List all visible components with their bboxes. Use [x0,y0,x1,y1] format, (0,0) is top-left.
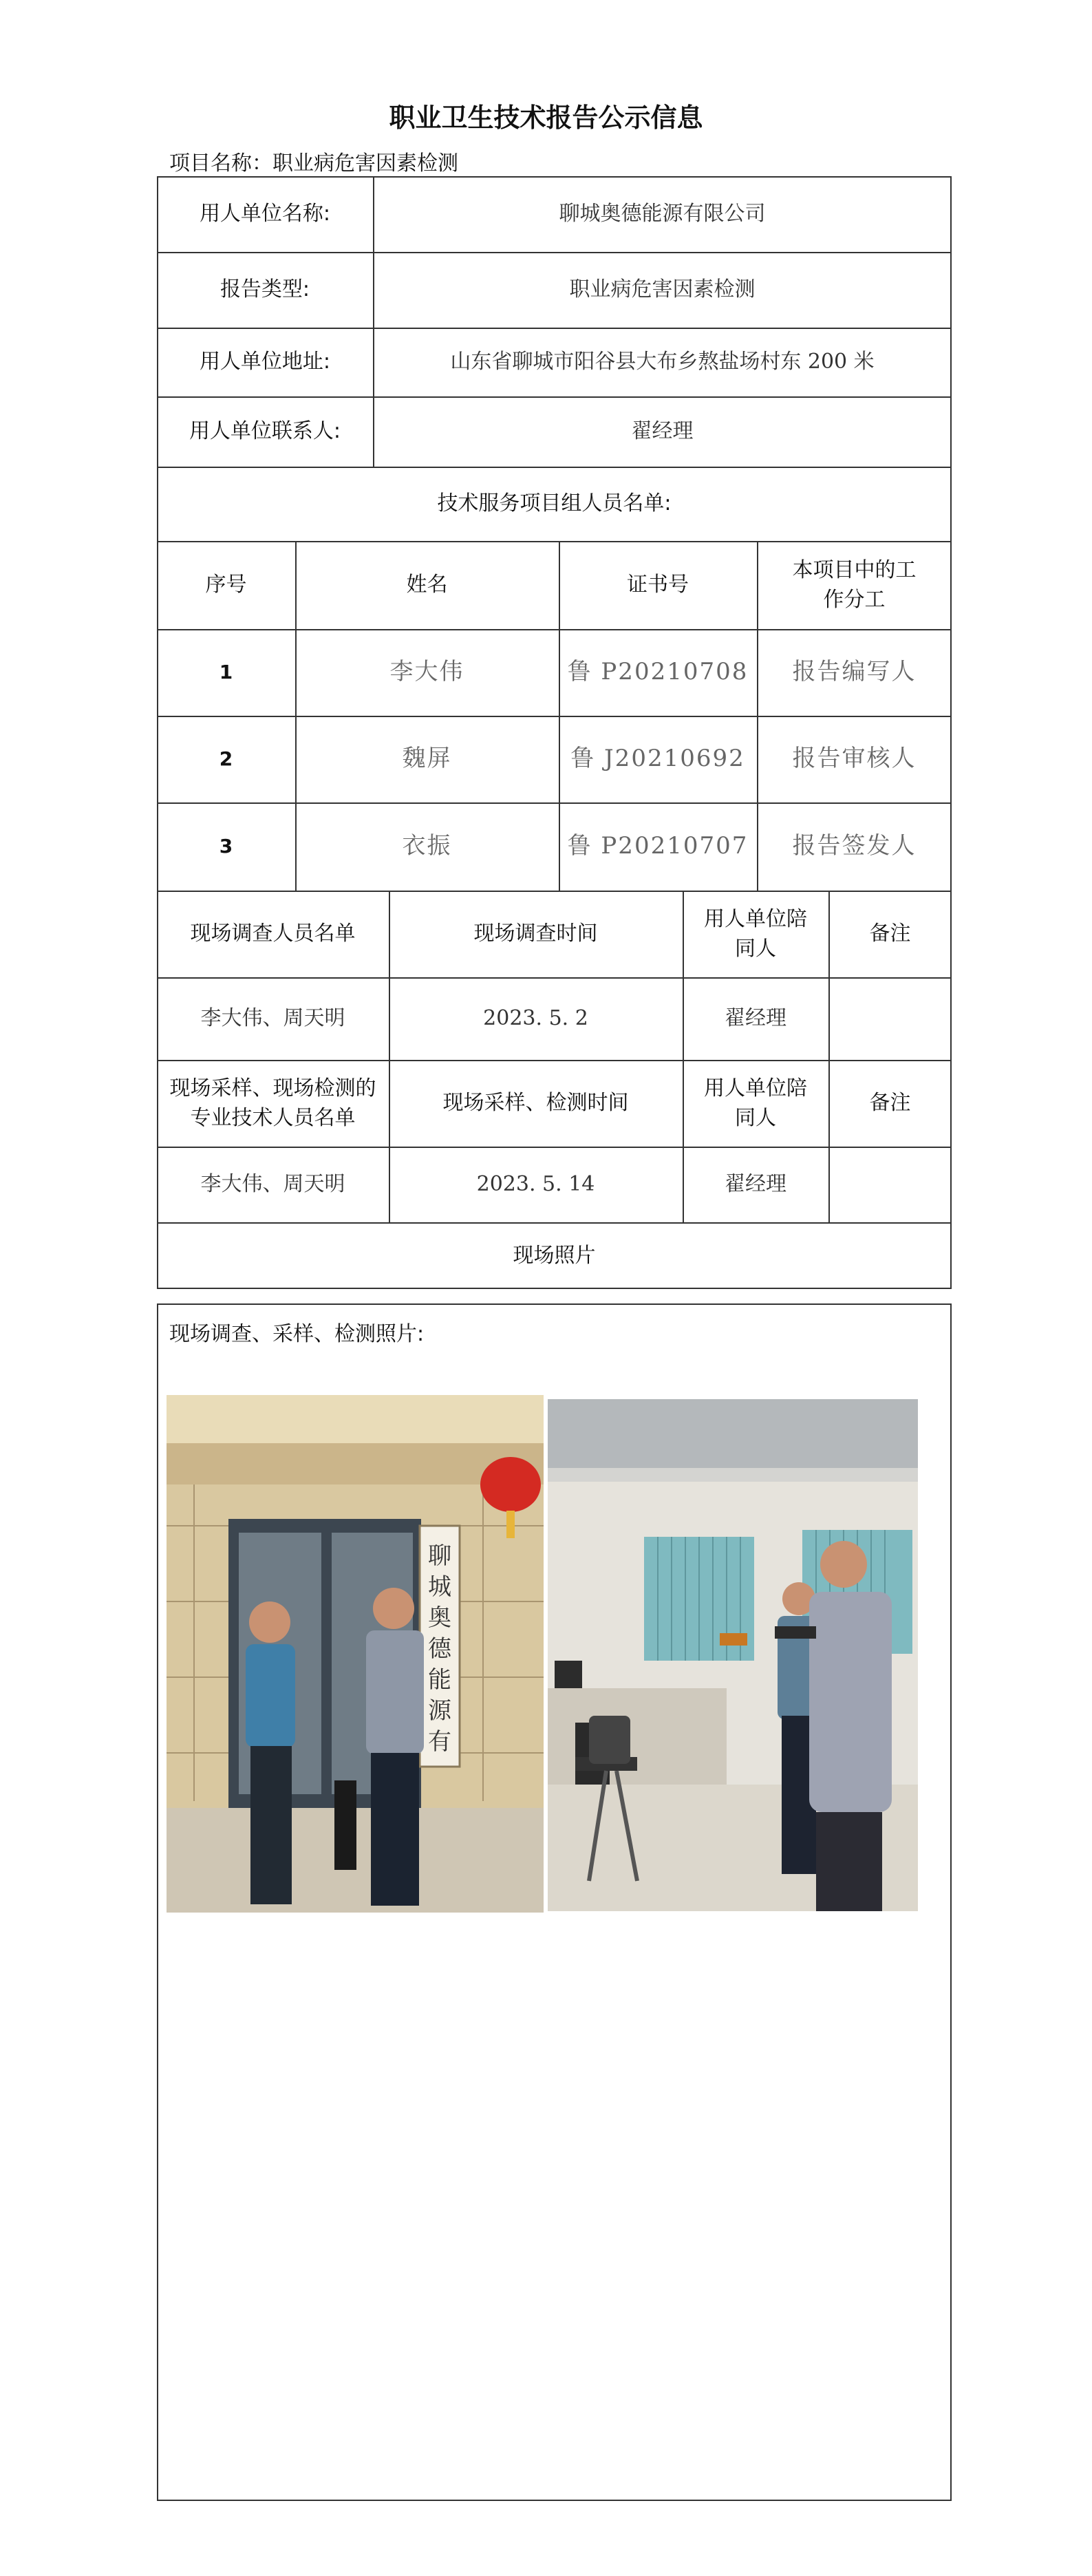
team-col-name: 姓名 [406,573,448,597]
entrance-sign-char-6: 源 [428,1697,451,1725]
entrance-sign-char-4: 德 [428,1635,451,1663]
team-row-3-no: 3 [219,834,233,858]
survey-col-companion: 用人单位陪同人 [704,906,807,961]
report-type-label: 报告类型: [220,277,310,302]
team-row-1-cert: 鲁 P20210708 [567,658,749,686]
address-value: 山东省聊城市阳谷县大布乡熬盐场村东 200 米 [450,350,875,374]
survey-time: 2023. 5. 2 [483,1006,588,1031]
team-row-3-name: 衣振 [402,832,452,860]
employer-name-value: 聊城奥德能源有限公司 [559,202,766,226]
entrance-sign-char-3: 奥 [428,1604,451,1632]
team-row-2-role: 报告审核人 [792,745,917,773]
team-row-1-role: 报告编写人 [792,658,917,686]
sampling-note [828,1147,952,1222]
project-name: 项目名称：职业病危害因素检测 [169,151,458,175]
team-row-1-name: 李大伟 [389,658,464,686]
entrance-sign-char-1: 聊 [428,1542,451,1570]
sampling-col-time: 现场采样、检测时间 [442,1091,629,1116]
sampling-companion: 翟经理 [725,1172,786,1197]
entrance-sign-char-5: 能 [428,1666,451,1694]
sampling-col-staff: 现场采样、现场检测的专业技术人员名单 [169,1076,376,1130]
team-row-2-name: 魏屏 [402,745,452,773]
entrance-sign-char-7: 有 [428,1728,451,1756]
team-col-no: 序号 [205,573,247,597]
employer-name-label: 用人单位名称: [199,202,331,226]
team-heading: 技术服务项目组人员名单: [437,491,672,516]
survey-staff: 李大伟、周天明 [200,1006,345,1031]
contact-label: 用人单位联系人: [189,419,341,444]
entrance-sign-char-2: 城 [428,1573,451,1601]
survey-col-time: 现场调查时间 [473,922,598,946]
team-row-2-cert: 鲁 J20210692 [570,745,745,773]
sampling-col-note: 备注 [869,1091,911,1116]
photos-section-title: 现场照片 [513,1243,596,1268]
team-row-3-role: 报告签发人 [792,832,917,860]
document-title: 职业卫生技术报告公示信息 [389,103,703,133]
team-row-3-cert: 鲁 P20210707 [567,832,749,860]
team-col-cert: 证书号 [627,573,689,597]
survey-companion: 翟经理 [725,1006,786,1031]
team-row-1-no: 1 [219,660,233,683]
team-col-role: 本项目中的工作分工 [792,557,917,612]
survey-col-staff: 现场调查人员名单 [190,922,356,946]
survey-note [828,977,952,1060]
survey-col-note: 备注 [869,922,911,946]
sampling-col-companion: 用人单位陪同人 [704,1076,807,1130]
sampling-time: 2023. 5. 14 [476,1172,595,1197]
photo-entrance [167,1395,544,1913]
photos-label: 现场调查、采样、检测照片: [169,1322,425,1346]
contact-value: 翟经理 [631,419,694,444]
team-row-2-no: 2 [219,747,233,770]
report-type-value: 职业病危害因素检测 [569,277,756,302]
photo-office [548,1399,918,1911]
address-label: 用人单位地址: [199,350,331,374]
sampling-staff: 李大伟、周天明 [200,1172,345,1197]
